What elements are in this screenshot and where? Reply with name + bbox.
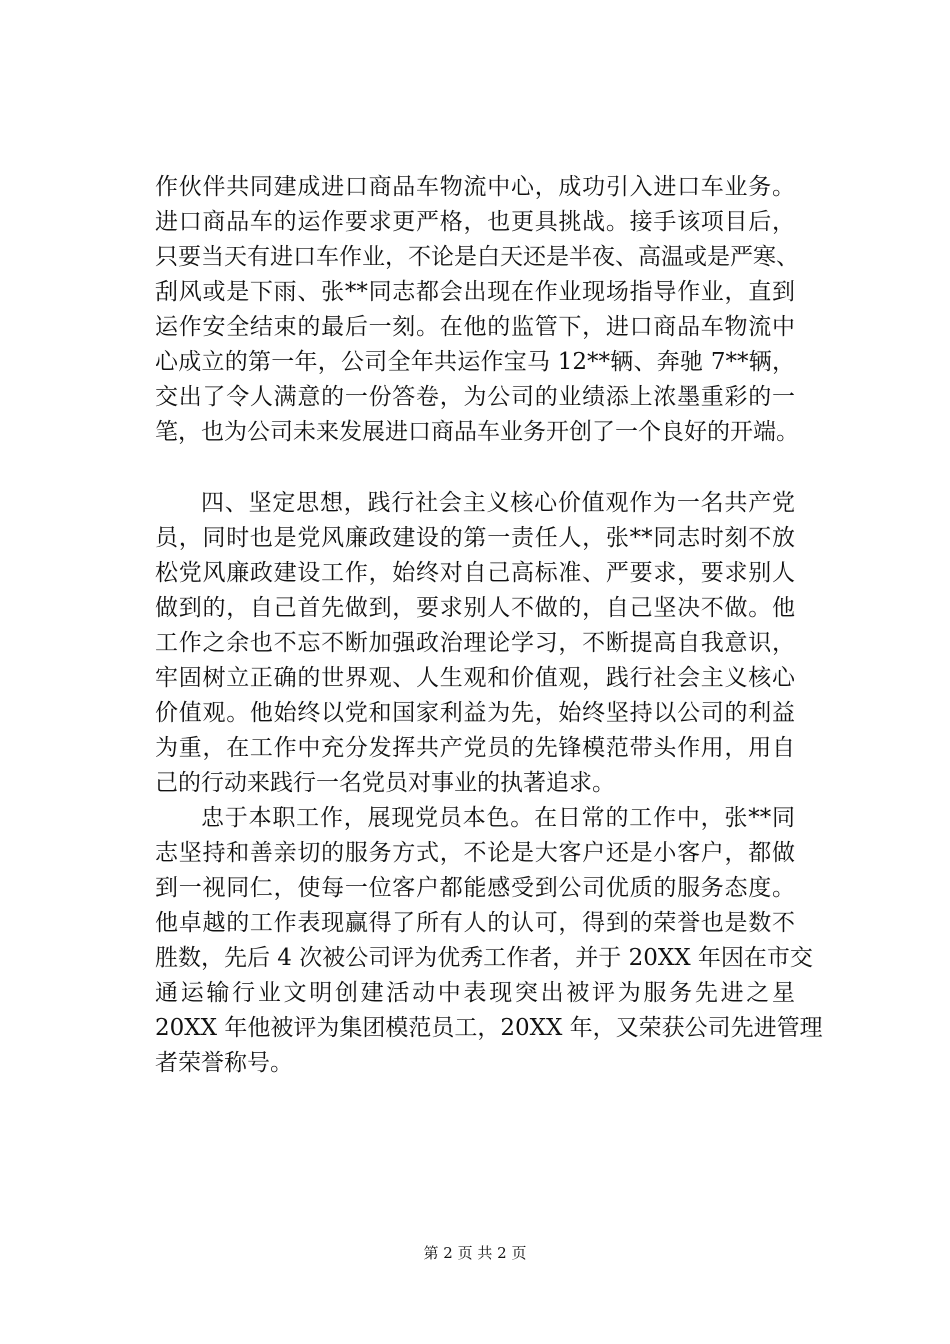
text-line: 者荣誉称号。 — [155, 1050, 293, 1076]
paragraph-core-values — [155, 486, 795, 801]
text-line: 作伙伴共同建成进口商品车物流中心，成功引入进口车业务。 — [155, 174, 795, 200]
text-line: 为重，在工作中充分发挥共产党员的先锋模范带头作用，用自 — [155, 735, 795, 761]
text-line: 忠于本职工作，展现党员本色。在日常的工作中，张**同 — [201, 805, 795, 831]
text-line: 交出了令人满意的一份答卷，为公司的业绩添上浓墨重彩的一 — [155, 384, 795, 410]
text-line: 己的行动来践行一名党员对事业的执著追求。 — [155, 770, 615, 796]
text-line: 到一视同仁，使每一位客户都能感受到公司优质的服务态度。 — [155, 875, 795, 901]
text-line: 员，同时也是党风廉政建设的第一责任人，张**同志时刻不放 — [155, 525, 795, 551]
document-body — [155, 170, 823, 1081]
paragraph-gap — [155, 450, 795, 486]
text-line: 志坚持和善亲切的服务方式，不论是大客户还是小客户，都做 — [155, 840, 795, 866]
text-line: 运作安全结束的最后一刻。在他的监管下，进口商品车物流中 — [155, 314, 795, 340]
text-line: 做到的，自己首先做到，要求别人不做的，自己坚决不做。他 — [155, 595, 795, 621]
paragraph-import-cars — [155, 170, 799, 450]
text-line: 他卓越的工作表现赢得了所有人的认可，得到的荣誉也是数不 — [155, 910, 795, 936]
text-line: 胜数，先后 4 次被公司评为优秀工作者，并于 20XX 年因在市交 — [155, 945, 813, 971]
text-line: 20XX 年他被评为集团模范员工，20XX 年，又荣获公司先进管理 — [155, 1015, 823, 1041]
text-line: 通运输行业文明创建活动中表现突出被评为服务先进之星 — [155, 980, 795, 1006]
text-line: 牢固树立正确的世界观、人生观和价值观，践行社会主义核心 — [155, 665, 795, 691]
text-line: 四、坚定思想，践行社会主义核心价值观作为一名共产党 — [201, 490, 795, 516]
text-line: 笔，也为公司未来发展进口商品车业务开创了一个良好的开端。 — [155, 419, 799, 445]
text-line: 刮风或是下雨、张**同志都会出现在作业现场指导作业，直到 — [155, 279, 795, 305]
text-line: 心成立的第一年，公司全年共运作宝马 12**辆、奔驰 7**辆， — [155, 349, 795, 375]
text-line: 进口商品车的运作要求更严格，也更具挑战。接手该项目后， — [155, 209, 795, 235]
text-line: 工作之余也不忘不断加强政治理论学习，不断提高自我意识， — [155, 630, 795, 656]
paragraph-loyalty — [155, 801, 823, 1081]
text-line: 价值观。他始终以党和国家利益为先，始终坚持以公司的利益 — [155, 700, 795, 726]
page-number-footer: 第 2 页 共 2 页 — [423, 1244, 527, 1262]
text-line: 松党风廉政建设工作，始终对自己高标准、严要求，要求别人 — [155, 560, 795, 586]
text-line: 只要当天有进口车作业，不论是白天还是半夜、高温或是严寒、 — [155, 244, 799, 270]
